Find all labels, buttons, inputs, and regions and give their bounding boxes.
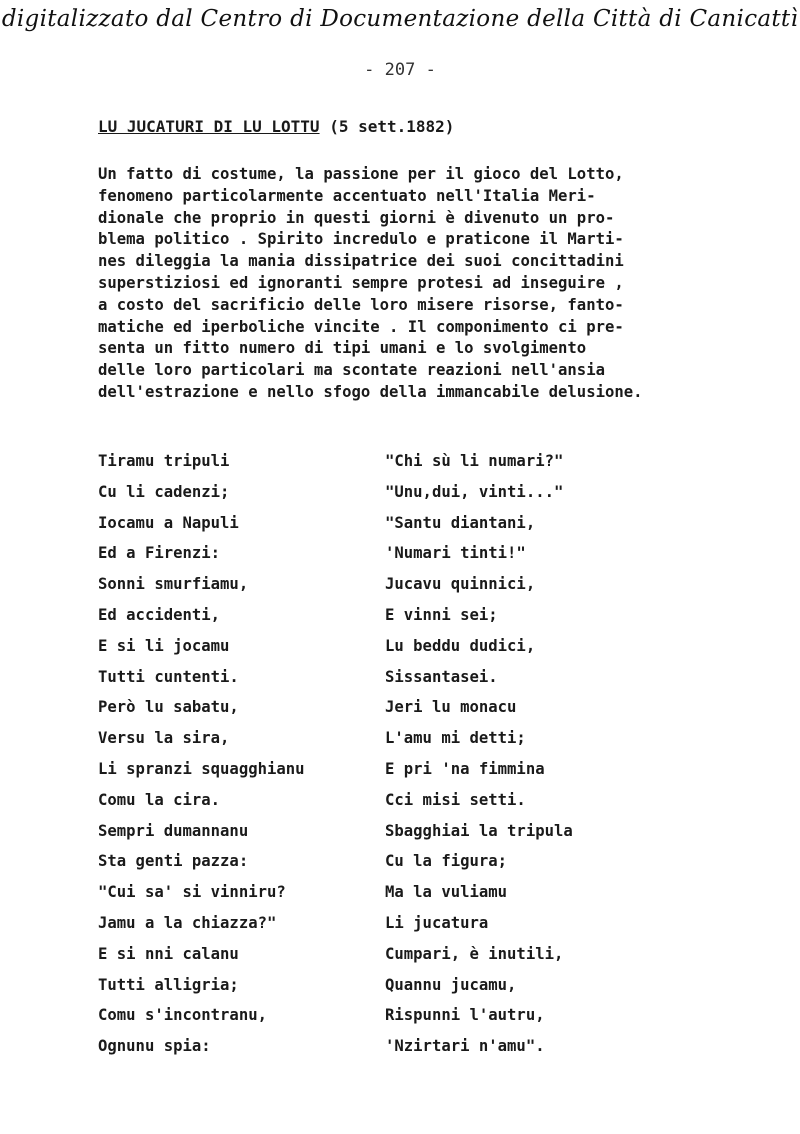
verse-right: "Chi sù li numari?": [385, 452, 564, 470]
verse-row: [98, 852, 718, 883]
verse-row: [98, 729, 718, 760]
verse-row: [98, 976, 718, 1007]
verse-row: [98, 1037, 718, 1068]
verse-row: [98, 668, 718, 699]
verse-left: E si li jocamu: [98, 636, 230, 655]
verse-left: Tutti cuntenti.: [98, 667, 239, 686]
verse-row: [98, 945, 718, 976]
intro-line: nes dileggia la mania dissipatrice dei suoi concittadini: [98, 252, 624, 271]
verse-right: L'amu mi detti;: [385, 729, 526, 748]
verse-right: "Unu,dui, vinti...": [385, 482, 564, 501]
verse-right: Lu beddu dudici,: [385, 636, 536, 655]
poem-title: LU JUCATURI DI LU LOTTU: [98, 117, 320, 136]
verse-right: Jucavu quinnici,: [385, 575, 536, 594]
verse-right: Cci misi setti.: [385, 790, 526, 809]
verse-left: Jamu a la chiazza?": [98, 913, 277, 932]
intro-line: matiche ed iperboliche vincite . Il componimento ci pre-: [98, 317, 624, 336]
verse-row: [98, 760, 718, 791]
intro-line: dell'estrazione e nello sfogo della immancabile delusione.: [98, 382, 643, 401]
verse-row: [98, 483, 718, 514]
verse-left: Li spranzi squagghianu: [98, 759, 305, 778]
verse-left: Sta genti pazza:: [98, 852, 249, 871]
verse-left: Comu la cira.: [98, 790, 221, 809]
verse-right: E vinni sei;: [385, 605, 498, 624]
verse-right: 'Numari tinti!": [385, 544, 526, 563]
verse-right: Ma la vuliamu: [385, 883, 508, 902]
verse-left: Tiramu tripuli: [98, 452, 230, 470]
verse-right: Li jucatura: [385, 913, 489, 932]
intro-line: Un fatto di costume, la passione per il gioco del Lotto,: [98, 165, 624, 183]
intro-line: delle loro particolari ma scontate reazioni nell'ansia: [98, 361, 605, 380]
verse-row: [98, 452, 718, 483]
intro-line: blema politico . Spirito incredulo e praticone il Marti-: [98, 230, 624, 249]
poem-verses: [98, 452, 718, 1068]
verse-row: [98, 606, 718, 637]
poem-date: (5 sett.1882): [329, 117, 455, 136]
digitization-credit: digitalizzato dal Centro di Documentazione della Città di Canicattì: [1, 6, 799, 32]
verse-row: [98, 544, 718, 575]
verse-left: E si nni calanu: [98, 944, 239, 963]
verse-left: Però lu sabatu,: [98, 698, 239, 717]
verse-right: Sissantasei.: [385, 667, 498, 686]
verse-left: Tutti alligria;: [98, 975, 239, 994]
verse-right: Quannu jucamu,: [385, 975, 517, 994]
verse-left: Sonni smurfiamu,: [98, 575, 249, 594]
verse-row: [98, 822, 718, 853]
verse-left: Ed a Firenzi:: [98, 544, 221, 563]
verse-row: [98, 575, 718, 606]
verse-left: Ognunu spia:: [98, 1037, 211, 1056]
verse-left: Iocamu a Napuli: [98, 513, 239, 532]
verse-left: Comu s'incontranu,: [98, 1006, 267, 1025]
verse-right: Cumpari, è inutili,: [385, 944, 564, 963]
intro-line: dionale che proprio in questi giorni è divenuto un pro-: [98, 208, 615, 227]
intro-line: superstiziosi ed ignoranti sempre protesi ad inseguire ,: [98, 273, 624, 292]
verse-left: Cu li cadenzi;: [98, 482, 230, 501]
verse-row: [98, 883, 718, 914]
verse-row: [98, 914, 718, 945]
verse-left: Sempri dumannanu: [98, 821, 249, 840]
verse-row: [98, 637, 718, 668]
verse-right: Rispunni l'autru,: [385, 1006, 545, 1025]
verse-row: [98, 514, 718, 545]
verse-left: Ed accidenti,: [98, 605, 221, 624]
verse-row: [98, 1006, 718, 1037]
intro-line: fenomeno particolarmente accentuato nell'Italia Meri-: [98, 186, 596, 205]
verse-row: [98, 698, 718, 729]
verse-right: Cu la figura;: [385, 852, 508, 871]
poem-heading: [98, 117, 454, 136]
intro-paragraph: [98, 164, 738, 404]
page-number: - 207 -: [364, 60, 436, 80]
verse-left: Versu la sira,: [98, 729, 230, 748]
verse-right: E pri 'na fimmina: [385, 759, 545, 778]
verse-left: "Cui sa' si vinniru?: [98, 883, 286, 902]
verse-right: Jeri lu monacu: [385, 698, 517, 717]
verse-right: 'Nzirtari n'amu".: [385, 1037, 545, 1056]
intro-line: a costo del sacrificio delle loro misere risorse, fanto-: [98, 295, 624, 314]
verse-right: Sbagghiai la tripula: [385, 821, 573, 840]
verse-right: "Santu diantani,: [385, 513, 536, 532]
verse-row: [98, 791, 718, 822]
intro-line: senta un fitto numero di tipi umani e lo svolgimento: [98, 339, 587, 358]
